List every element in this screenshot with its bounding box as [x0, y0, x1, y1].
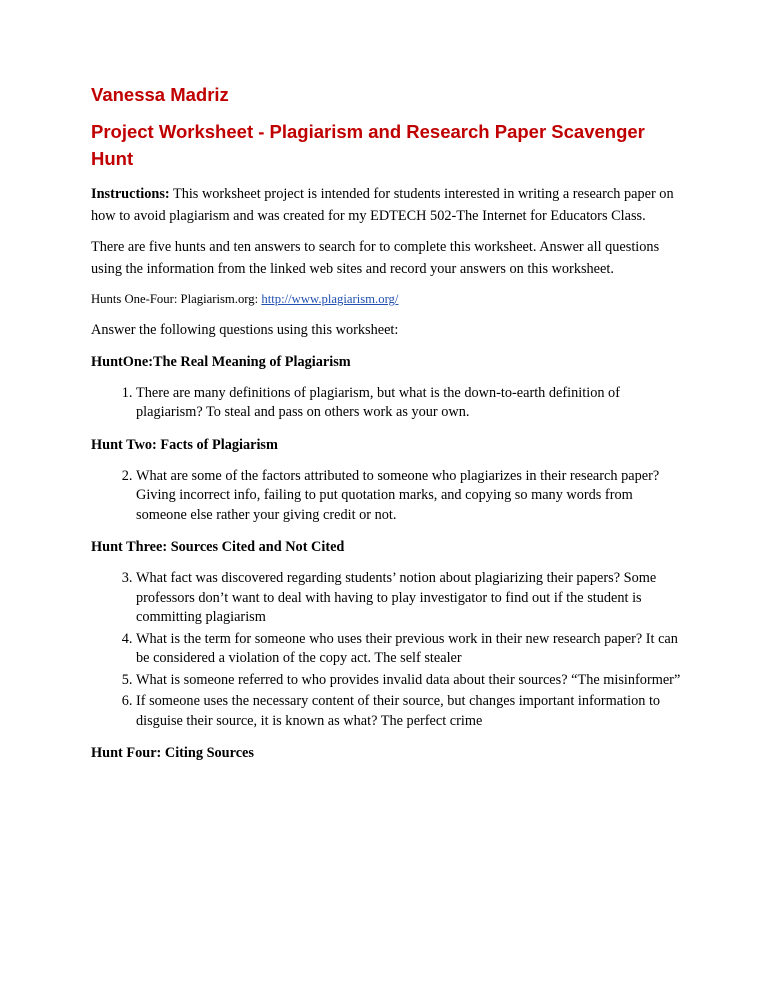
hunt-heading: Hunt Three: Sources Cited and Not Cited — [91, 539, 345, 555]
hunt-heading: Hunt Four: Citing Sources — [91, 745, 254, 761]
instructions-paragraph — [91, 184, 681, 227]
answer-text: It can be considered a violation of the copy act. The self stealer — [136, 630, 678, 666]
list-item — [136, 569, 681, 628]
answer-text: To steal and pass on others work as your own. — [202, 404, 470, 420]
hunt-heading: HuntOne:The Real Meaning of Plagiarism — [91, 353, 351, 370]
question-text: What fact was discovered regarding students’ notion about plagiarizing their papers? — [136, 570, 621, 586]
hunt-heading: Hunt Two: Facts of Plagiarism — [91, 436, 278, 453]
question-text: There are many definitions of plagiarism, but what is the down-to-earth definition of plagiarism? — [136, 384, 620, 420]
question-text: What is someone referred to who provides invalid data about their sources? — [136, 671, 568, 688]
instructions-text: This worksheet project is intended for students interested in writing a research paper on how to avoid plagiarism and was created for my EDTECH 502-The Internet for Educators Class. — [91, 186, 674, 224]
intro-paragraph: There are five hunts and ten answers to search for to complete this worksheet. Answer all questions using the information from the linked web sites and record your answers on this worksheet. — [91, 239, 660, 277]
link-prefix: Hunts One-Four: Plagiarism.org: — [91, 292, 262, 306]
list-item — [136, 467, 681, 526]
question-list — [91, 467, 681, 526]
document-body — [91, 82, 681, 775]
question-list — [91, 569, 681, 731]
answer-text: Giving incorrect info, failing to put quotation marks, and copying so many words from someone else rather your giving credit or not. — [136, 487, 633, 523]
list-item — [136, 671, 681, 691]
worksheet-title: Project Worksheet - Plagiarism and Research Paper Scavenger Hunt — [91, 121, 645, 169]
answer-prompt: Answer the following questions using this worksheet: — [91, 322, 399, 338]
question-text: What are some of the factors attributed to someone who plagiarizes in their research paper? — [136, 467, 660, 484]
question-text: What is the term for someone who uses their previous work in their new research paper? — [136, 630, 643, 647]
question-text: If someone uses the necessary content of their source, but changes important information to disguise their source, it is known as what? — [136, 693, 661, 729]
link-line — [91, 290, 681, 308]
list-item — [136, 692, 681, 731]
list-item — [136, 630, 681, 669]
answer-text: The perfect crime — [377, 712, 483, 729]
author-name: Vanessa Madriz — [91, 84, 229, 105]
list-item — [136, 384, 681, 423]
plagiarism-org-link[interactable]: http://www.plagiarism.org/ — [261, 292, 399, 306]
answer-text: “The misinformer” — [567, 671, 681, 688]
instructions-label: Instructions: — [91, 186, 170, 202]
question-list — [91, 384, 681, 423]
answer-text: Some professors don’t want to deal with having to play investigator to find out if the student is committing plagiarism — [136, 570, 657, 625]
